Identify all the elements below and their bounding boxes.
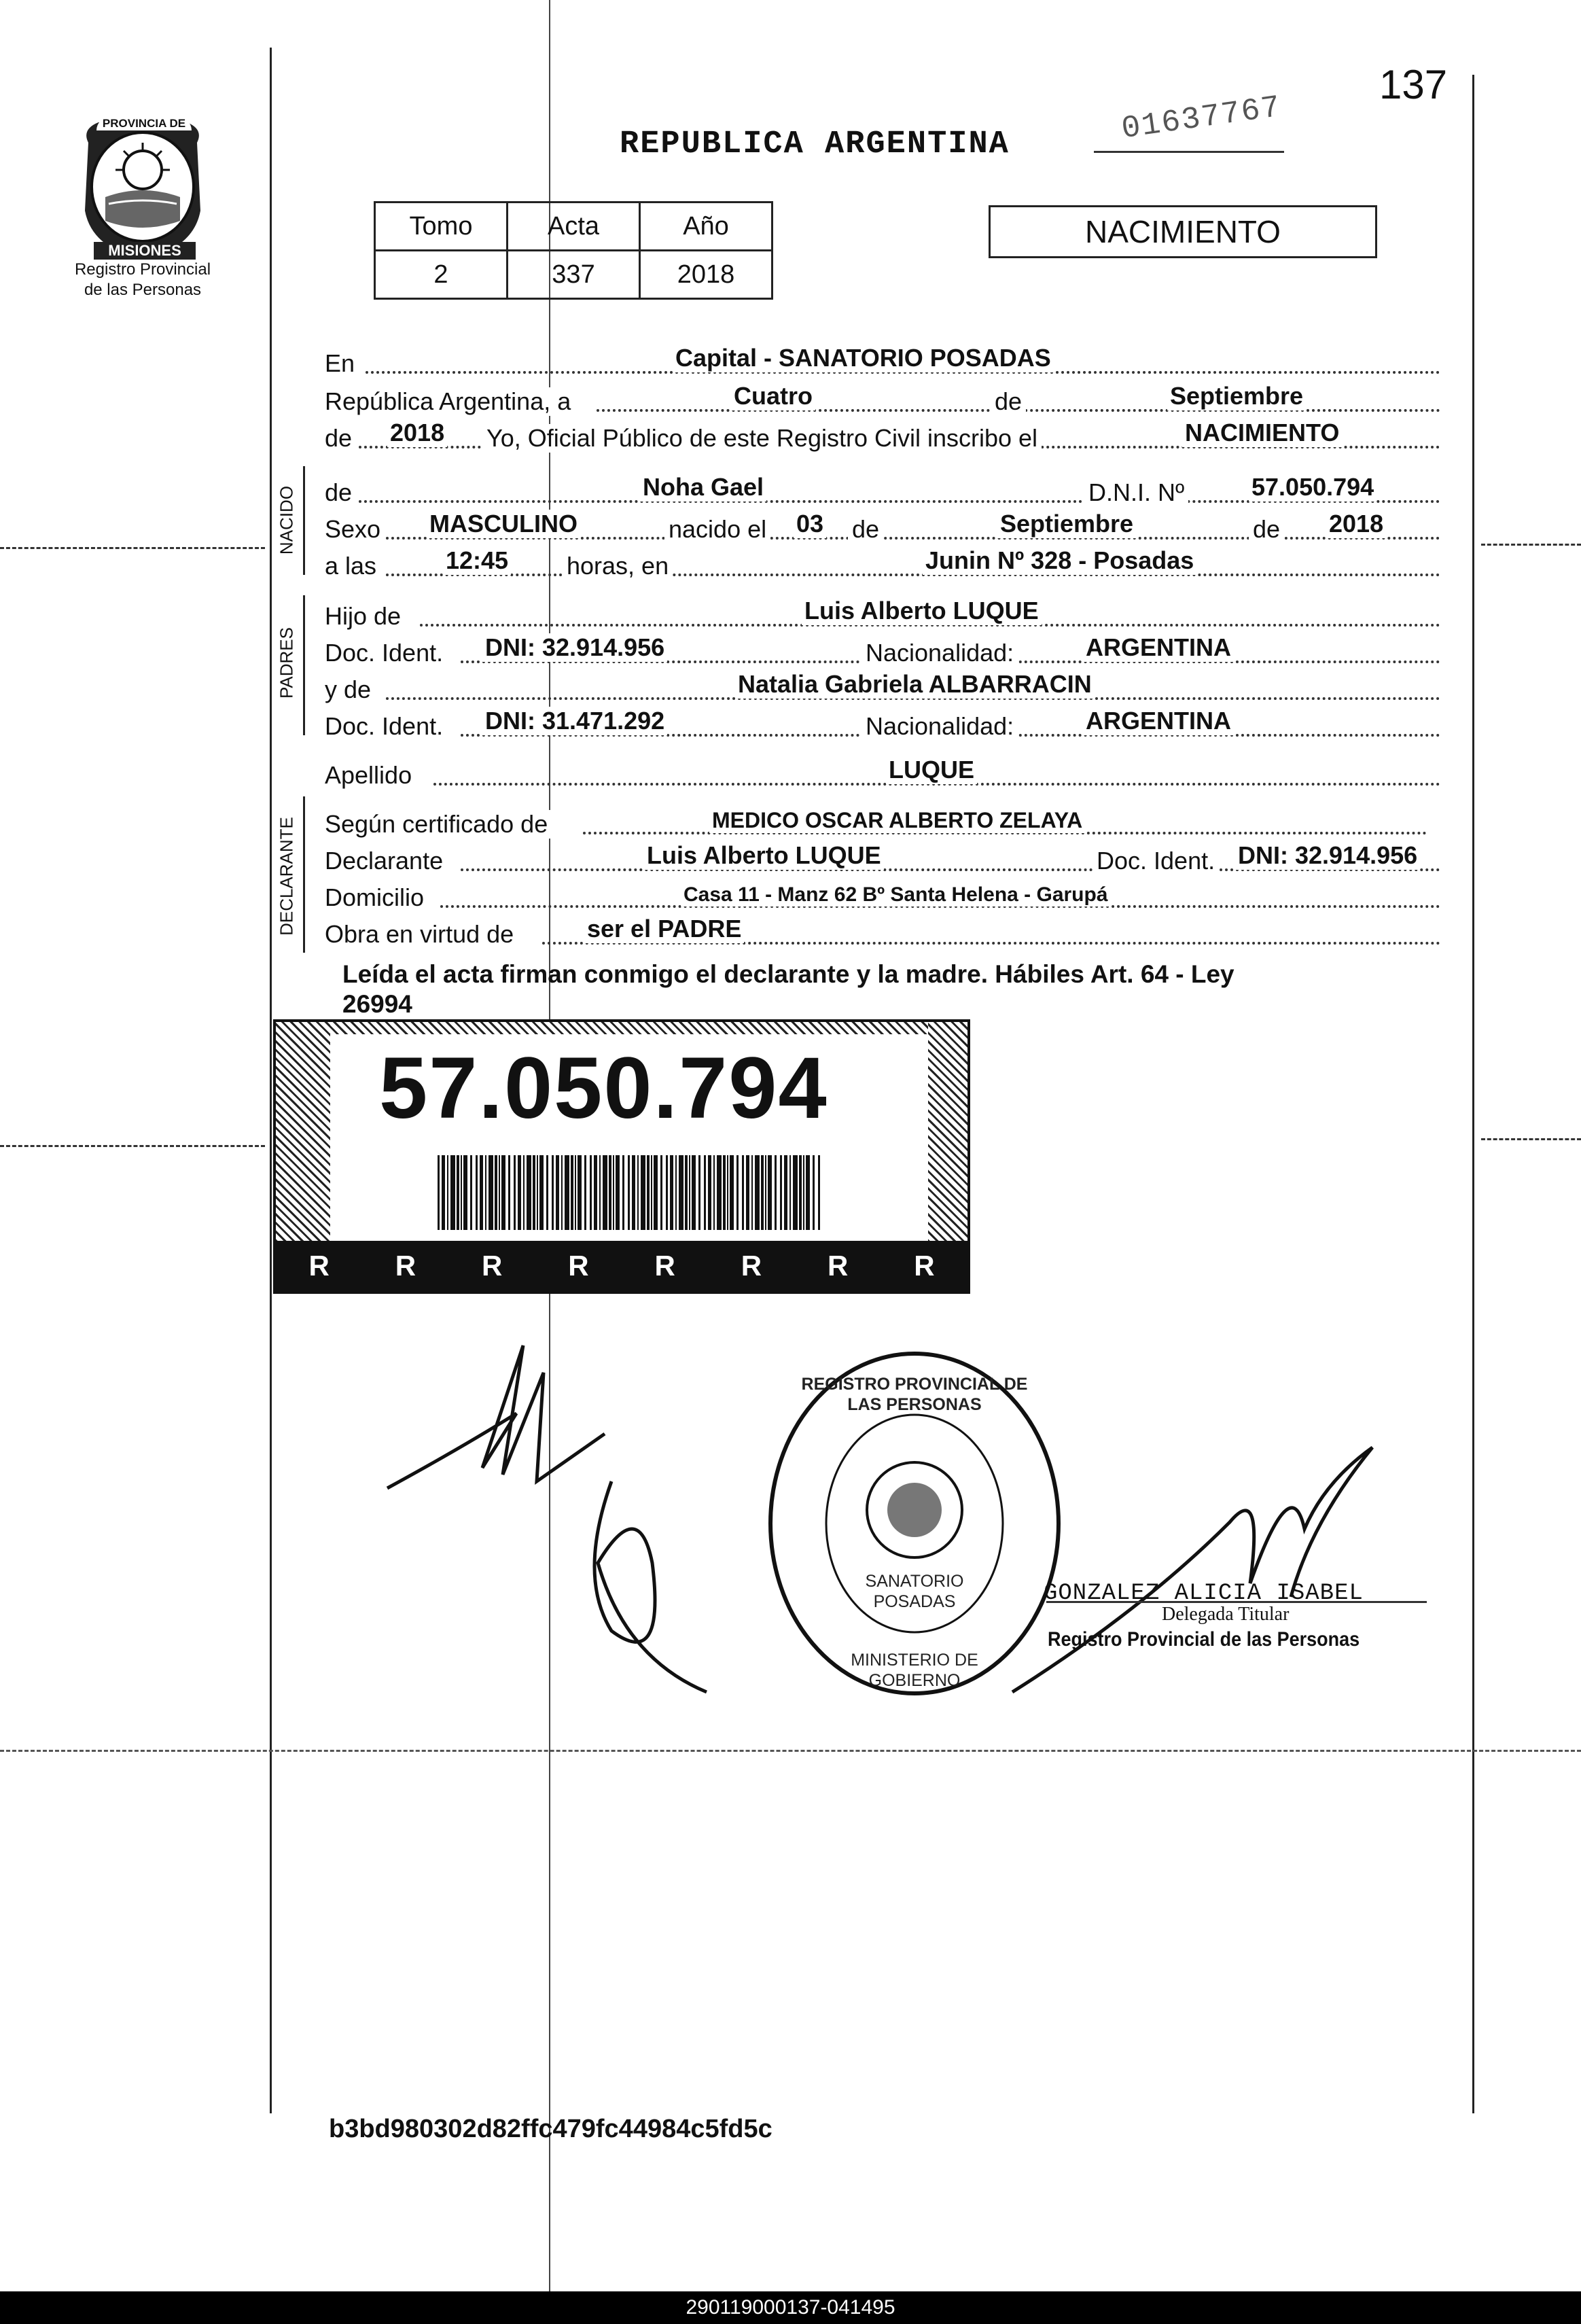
signer-underline (1046, 1601, 1427, 1603)
barcode-bar (495, 1155, 497, 1230)
sexo-value: MASCULINO (427, 510, 580, 538)
barcode-bar (533, 1155, 535, 1230)
barcode-bar (628, 1155, 630, 1230)
barcode-bar (539, 1155, 544, 1230)
hora-value: 12:45 (443, 546, 511, 575)
province-logo (68, 102, 217, 265)
nacido-section-label: NACIDO (276, 485, 297, 555)
logo-top-text: PROVINCIA DE (96, 117, 192, 130)
nacido-el-label: nacido el (664, 515, 770, 544)
registry-name (41, 260, 245, 300)
barcode-bar (746, 1155, 749, 1230)
nacido-anio: 2018 (1326, 510, 1386, 538)
cert-value: MEDICO OSCAR ALBERTO ZELAYA (709, 808, 1085, 833)
page-title: REPUBLICA ARGENTINA (620, 126, 1010, 162)
hijo-label: Hijo de (325, 602, 405, 631)
horas-label: horas, en (563, 552, 673, 580)
madre-doc-value: DNI: 31.471.292 (482, 707, 667, 735)
yde-label: y de (325, 675, 375, 704)
seal-inner-text: SANATORIO POSADAS (865, 1572, 964, 1611)
barcode-bar (713, 1155, 715, 1230)
declarante-section-label: DECLARANTE (276, 817, 297, 936)
barcode-bar (708, 1155, 711, 1230)
barcode-bar (537, 1155, 538, 1230)
row-sexo (325, 506, 1440, 544)
barcode-bar (765, 1155, 766, 1230)
barcode-bar (730, 1155, 734, 1230)
barcode-bar (751, 1155, 753, 1230)
barcode-bar (784, 1155, 787, 1230)
acta-value: 337 (508, 251, 640, 299)
nacido-bar (303, 466, 305, 575)
closing-line2: 26994 (342, 990, 412, 1018)
barcode-bar (450, 1155, 455, 1230)
barcode-bar (742, 1155, 744, 1230)
oficial-text: Yo, Oficial Público de este Registro Civil inscribo el (482, 424, 1042, 453)
barcode-bar (692, 1155, 696, 1230)
apellido-value: LUQUE (886, 756, 977, 784)
barcode-bar (556, 1155, 559, 1230)
barcode-bar (698, 1155, 700, 1230)
barcode-bar (546, 1155, 548, 1230)
row-declarante (325, 837, 1440, 875)
barcode-bar (575, 1155, 576, 1230)
barcode-bar (768, 1155, 772, 1230)
stamp-letter: R (395, 1250, 416, 1282)
page-number: 137 (1379, 62, 1448, 107)
stamp-pattern-right (928, 1022, 967, 1250)
anio-label: de (325, 424, 356, 453)
row-oficial (325, 415, 1440, 453)
mes-value: Septiembre (1167, 382, 1306, 410)
row-lugar (325, 340, 1440, 378)
fold-dash-left-2 (0, 1145, 265, 1147)
nacido-de-label2: de (1249, 515, 1284, 544)
official-seal (764, 1347, 1065, 1700)
barcode-bar (789, 1155, 791, 1230)
stamp-letter: R (914, 1250, 935, 1282)
registry-name-line1: Registro Provincial (74, 260, 211, 279)
nacido-dia: 03 (794, 510, 826, 538)
barcode-bar (761, 1155, 764, 1230)
barcode-bar (578, 1155, 582, 1230)
barcode-bar (565, 1155, 569, 1230)
madre-nac-label: Nacionalidad: (861, 712, 1018, 741)
fold-dash-left-1 (0, 547, 265, 549)
fold-dash-right-1 (1481, 544, 1581, 546)
padre-nac-label: Nacionalidad: (861, 639, 1018, 667)
barcode-bar (518, 1155, 521, 1230)
barcode-bar (476, 1155, 478, 1230)
closing-line1: Leída el acta firman conmigo el declarante y la madre. Hábiles Art. 64 - Ley (342, 960, 1234, 988)
declarante-bar (303, 796, 305, 953)
doc-type-box: NACIMIENTO (989, 205, 1377, 258)
barcode-bar (571, 1155, 573, 1230)
barcode-bar (561, 1155, 563, 1230)
barcode-bar (501, 1155, 505, 1230)
row-padre (325, 593, 1440, 631)
registry-name-line2: de las Personas (84, 281, 202, 299)
barcode-bar (527, 1155, 531, 1230)
decl-doc-value: DNI: 32.914.956 (1235, 841, 1420, 870)
cert-label: Según certificado de (325, 810, 552, 839)
nacido-lugar: Junin Nº 328 - Posadas (923, 546, 1196, 575)
barcode-bar (438, 1155, 440, 1230)
nombre-de-label: de (325, 478, 356, 507)
barcode-bar (599, 1155, 601, 1230)
stamp-pattern-bottom (276, 1241, 967, 1291)
stamp-number: 57.050.794 (379, 1040, 828, 1137)
obra-label: Obra en virtud de (325, 920, 518, 949)
serial-underline (1094, 151, 1284, 153)
barcode-bar (685, 1155, 688, 1230)
closing-text (342, 959, 1443, 1019)
barcode-bar (508, 1155, 510, 1230)
barcode-bar (818, 1155, 820, 1230)
nacido-de-label: de (848, 515, 883, 544)
dia-value: Cuatro (731, 382, 815, 410)
padres-section-label: PADRES (276, 627, 297, 699)
row-madre (325, 666, 1440, 704)
apellido-label: Apellido (325, 761, 416, 790)
barcode-bar (670, 1155, 673, 1230)
row-madre-doc (325, 703, 1440, 741)
barcode-icon (435, 1155, 829, 1230)
row-certificado (325, 800, 1440, 839)
madre-doc-label: Doc. Ident. (325, 712, 447, 741)
barcode-bar (552, 1155, 554, 1230)
barcode-bar (717, 1155, 722, 1230)
row-hora (325, 542, 1440, 580)
barcode-bar (637, 1155, 639, 1230)
stamp-letter: R (481, 1250, 503, 1282)
stamp-letter: R (308, 1250, 330, 1282)
barcode-bar (689, 1155, 690, 1230)
tomo-value: 2 (375, 251, 508, 299)
dni-stamp (273, 1019, 970, 1294)
barcode-bar (780, 1155, 782, 1230)
acta-header: Acta (508, 203, 640, 251)
barcode-bar (666, 1155, 668, 1230)
barcode-bar (799, 1155, 802, 1230)
signer-name: GONZALEZ ALICIA ISABEL (1044, 1581, 1364, 1606)
barcode-bar (603, 1155, 607, 1230)
left-margin-line (270, 48, 272, 2113)
sexo-label: Sexo (325, 515, 385, 544)
barcode-bar (461, 1155, 462, 1230)
row-nombre (325, 469, 1440, 507)
dom-label: Domicilio (325, 883, 428, 912)
row-fecha (325, 378, 1440, 416)
obra-value: ser el PADRE (584, 915, 744, 943)
barcode-bar (485, 1155, 486, 1230)
barcode-bar (447, 1155, 448, 1230)
anio-value: 2018 (640, 251, 772, 299)
decl-label: Declarante (325, 847, 447, 875)
barcode-bar (613, 1155, 614, 1230)
madre-nac-value: ARGENTINA (1083, 707, 1234, 735)
nacido-mes: Septiembre (997, 510, 1136, 538)
barcode-bar (499, 1155, 500, 1230)
barcode-bar (470, 1155, 472, 1230)
lugar-value: Capital - SANATORIO POSADAS (673, 344, 1054, 372)
barcode-bar (609, 1155, 611, 1230)
stamp-letter: R (654, 1250, 675, 1282)
acta-table (374, 201, 773, 300)
decl-doc-label: Doc. Ident. (1093, 847, 1219, 875)
stamp-barcode (435, 1155, 829, 1230)
signer-role: Delegada Titular (1162, 1604, 1290, 1625)
de-label: de (991, 387, 1026, 416)
decl-value: Luis Alberto LUQUE (644, 841, 884, 870)
barcode-bar (806, 1155, 810, 1230)
padre-value: Luis Alberto LUQUE (802, 597, 1042, 625)
dni-label: D.N.I. Nº (1084, 478, 1188, 507)
signer-org: Registro Provincial de las Personas (1048, 1628, 1360, 1651)
barcode-bar (727, 1155, 728, 1230)
stamp-pattern-top (276, 1022, 967, 1034)
barcode-bar (442, 1155, 445, 1230)
barcode-bar (594, 1155, 597, 1230)
document-hash: b3bd980302d82ffc479fc44984c5fd5c (329, 2115, 772, 2143)
barcode-bar (723, 1155, 726, 1230)
barcode-bar (632, 1155, 635, 1230)
fold-dash-3 (0, 1750, 1581, 1752)
padre-doc-value: DNI: 32.914.956 (482, 633, 667, 662)
barcode-bar (651, 1155, 652, 1230)
en-label: En (325, 349, 359, 378)
nombre-value: Noha Gael (640, 473, 766, 501)
logo-bottom-text: MISIONES (94, 242, 196, 260)
barcode-bar (488, 1155, 493, 1230)
footer-code: 290119000137-041495 (0, 2291, 1581, 2324)
barcode-bar (736, 1155, 739, 1230)
barcode-bar (793, 1155, 798, 1230)
alas-label: a las (325, 552, 380, 580)
stamp-pattern-left (276, 1022, 330, 1250)
barcode-bar (647, 1155, 650, 1230)
anio-value-body: 2018 (387, 419, 447, 447)
stamp-letter: R (568, 1250, 589, 1282)
barcode-bar (616, 1155, 620, 1230)
barcode-bar (704, 1155, 706, 1230)
row-domicilio (325, 874, 1440, 912)
padre-nac-value: ARGENTINA (1083, 633, 1234, 662)
dom-value: Casa 11 - Manz 62 Bº Santa Helena - Garupá (681, 883, 1111, 906)
madre-value: Natalia Gabriela ALBARRACIN (735, 670, 1095, 699)
barcode-bar (813, 1155, 815, 1230)
fold-dash-right-2 (1481, 1138, 1581, 1140)
stamp-letter: R (827, 1250, 849, 1282)
republica-label: República Argentina, a (325, 387, 575, 416)
anio-header: Año (640, 203, 772, 251)
seal-bottom-text: MINISTERIO DE GOBIERNO (851, 1651, 978, 1690)
barcode-bar (480, 1155, 483, 1230)
tomo-header: Tomo (375, 203, 508, 251)
barcode-bar (803, 1155, 804, 1230)
barcode-bar (679, 1155, 683, 1230)
row-obra (325, 911, 1440, 949)
barcode-bar (775, 1155, 777, 1230)
barcode-bar (590, 1155, 592, 1230)
signature-2-icon (571, 1468, 734, 1699)
row-padre-doc (325, 629, 1440, 667)
right-margin-line (1472, 75, 1474, 2113)
barcode-bar (654, 1155, 658, 1230)
barcode-bar (514, 1155, 516, 1230)
padre-doc-label: Doc. Ident. (325, 639, 447, 667)
barcode-bar (457, 1155, 459, 1230)
stamp-letter: R (741, 1250, 762, 1282)
barcode-bar (622, 1155, 624, 1230)
serial-handwritten: 01637767 (1119, 89, 1284, 147)
row-apellido (325, 752, 1440, 790)
barcode-bar (523, 1155, 525, 1230)
acto-value: NACIMIENTO (1182, 419, 1342, 447)
barcode-bar (641, 1155, 645, 1230)
barcode-bar (660, 1155, 662, 1230)
barcode-bar (755, 1155, 760, 1230)
dni-value: 57.050.794 (1249, 473, 1376, 501)
barcode-bar (675, 1155, 677, 1230)
barcode-bar (584, 1155, 586, 1230)
barcode-bar (463, 1155, 467, 1230)
padres-bar (303, 595, 305, 735)
seal-outer-text: REGISTRO PROVINCIAL DE LAS PERSONAS (801, 1375, 1028, 1414)
